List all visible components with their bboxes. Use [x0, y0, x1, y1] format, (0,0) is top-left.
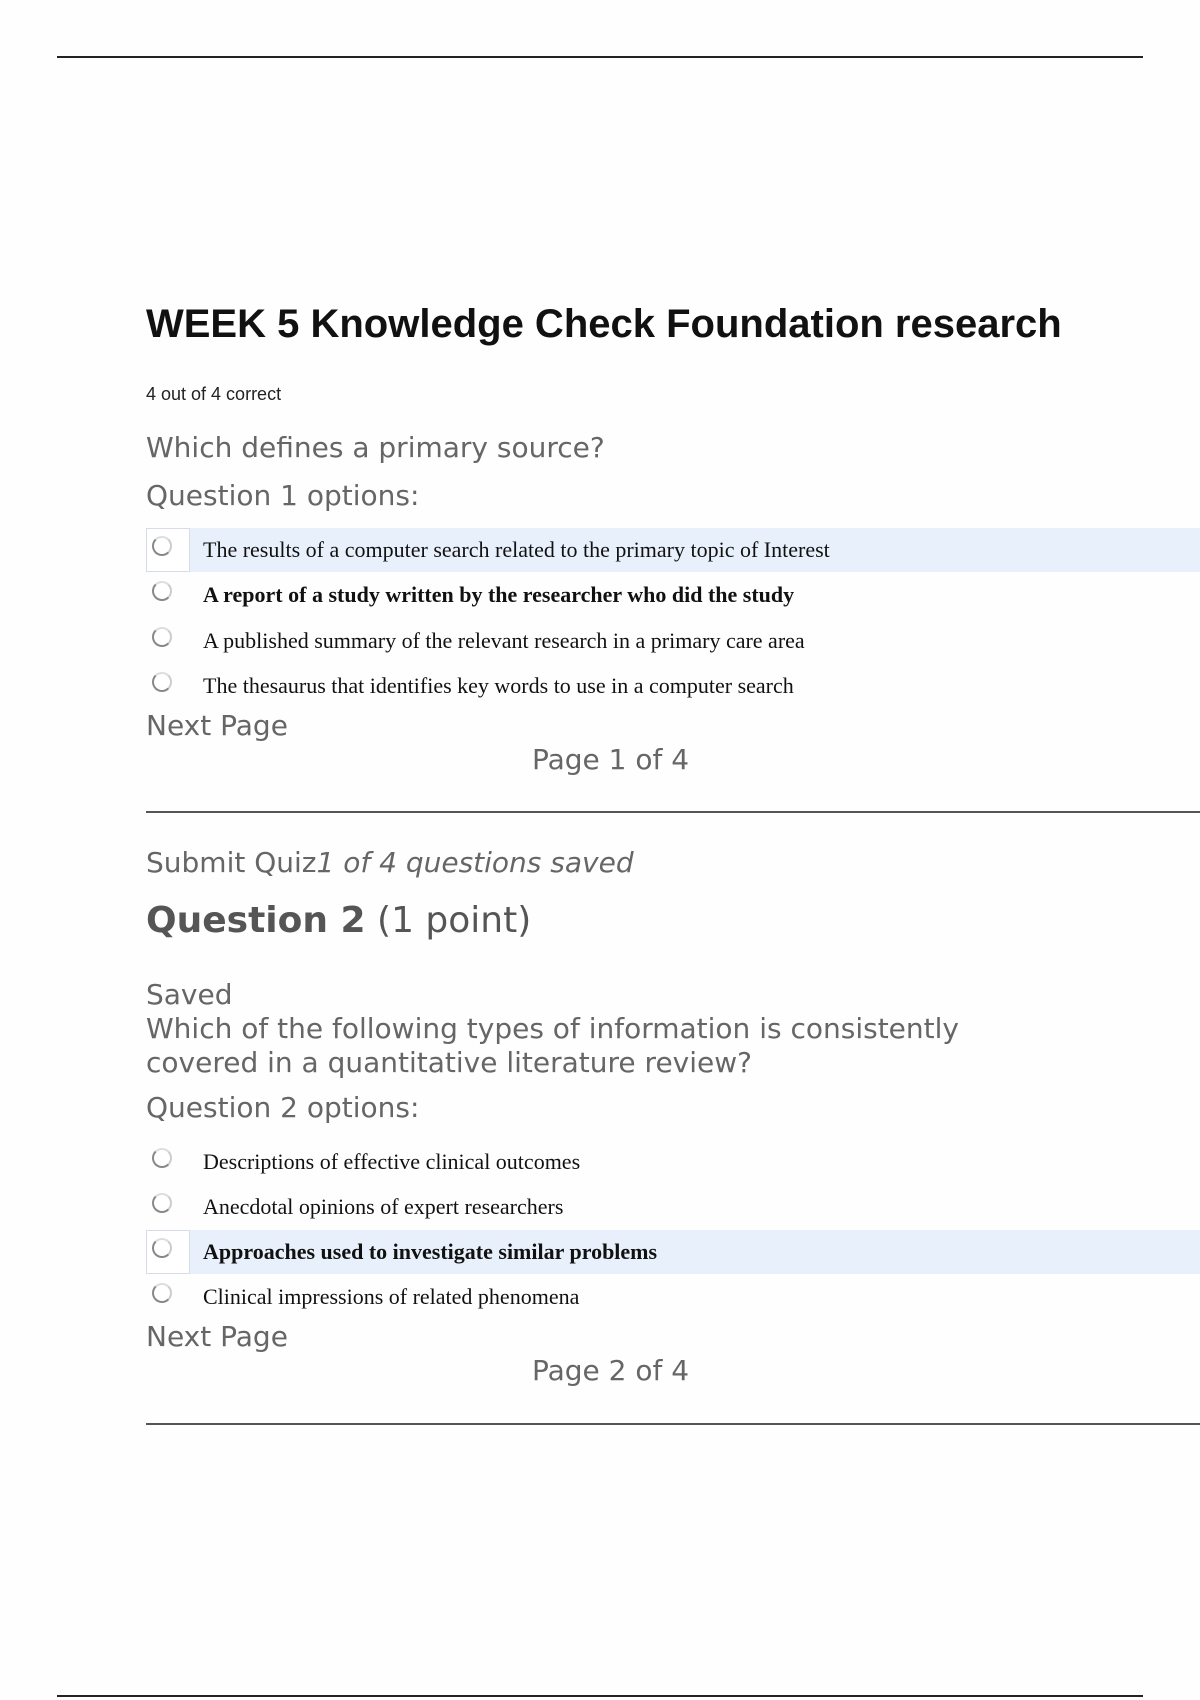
radio-button-icon[interactable]	[152, 1238, 172, 1258]
question-2-option-2[interactable]	[146, 1185, 1200, 1229]
question-1-option-2[interactable]	[146, 573, 1200, 617]
option-label: Clinical impressions of related phenomena	[203, 1284, 580, 1309]
page-indicator: Page 1 of 4	[532, 743, 690, 776]
next-page-link[interactable]: Next Page	[146, 709, 288, 742]
question-1-option-3[interactable]	[146, 619, 1200, 663]
radio-button-icon[interactable]	[152, 1193, 172, 1213]
question-points: (1 point)	[377, 900, 532, 941]
option-label: A report of a study written by the researcher who did the study	[203, 582, 795, 607]
radio-button-icon[interactable]	[152, 1148, 172, 1168]
section-divider	[146, 1423, 1200, 1425]
question-2-option-3[interactable]	[146, 1230, 1200, 1274]
question-2-option-1[interactable]	[146, 1140, 1200, 1184]
saved-count: 1 of 4 questions saved	[316, 846, 634, 879]
question-2-heading	[146, 900, 531, 941]
question-2-options-label: Question 2 options:	[146, 1091, 420, 1124]
section-divider	[146, 811, 1200, 813]
question-1-option-1[interactable]	[146, 528, 1200, 572]
radio-button-icon[interactable]	[152, 1283, 172, 1303]
saved-status: Saved	[146, 978, 233, 1011]
page-top-rule	[57, 56, 1143, 58]
option-label: The thesaurus that identifies key words to use in a computer search	[203, 673, 794, 698]
question-2-text-line-1: Which of the following types of information is consistently	[146, 1012, 959, 1045]
page-title: WEEK 5 Knowledge Check Foundation research	[146, 302, 1062, 346]
page-bottom-rule	[57, 1695, 1143, 1697]
question-1-options-label: Question 1 options:	[146, 479, 420, 512]
radio-button-icon[interactable]	[152, 672, 172, 692]
question-number: Question 2	[146, 900, 366, 941]
next-page-link[interactable]: Next Page	[146, 1320, 288, 1353]
question-2-option-4[interactable]	[146, 1275, 1200, 1319]
submit-quiz-link[interactable]: Submit Quiz	[146, 846, 317, 879]
question-1-text: Which defines a primary source?	[146, 431, 605, 464]
question-1-option-4[interactable]	[146, 664, 1200, 708]
radio-button-icon[interactable]	[152, 536, 172, 556]
question-2-text-line-2: covered in a quantitative literature review?	[146, 1046, 753, 1079]
quiz-status	[146, 846, 634, 879]
score-summary: 4 out of 4 correct	[146, 384, 282, 404]
option-label: The results of a computer search related to the primary topic of Interest	[203, 537, 830, 562]
page-indicator: Page 2 of 4	[532, 1354, 690, 1387]
option-label: A published summary of the relevant research in a primary care area	[203, 628, 805, 653]
option-label: Anecdotal opinions of expert researchers	[203, 1194, 564, 1219]
option-label: Descriptions of effective clinical outcomes	[203, 1149, 581, 1174]
radio-button-icon[interactable]	[152, 627, 172, 647]
radio-button-icon[interactable]	[152, 581, 172, 601]
option-label: Approaches used to investigate similar problems	[203, 1239, 658, 1264]
